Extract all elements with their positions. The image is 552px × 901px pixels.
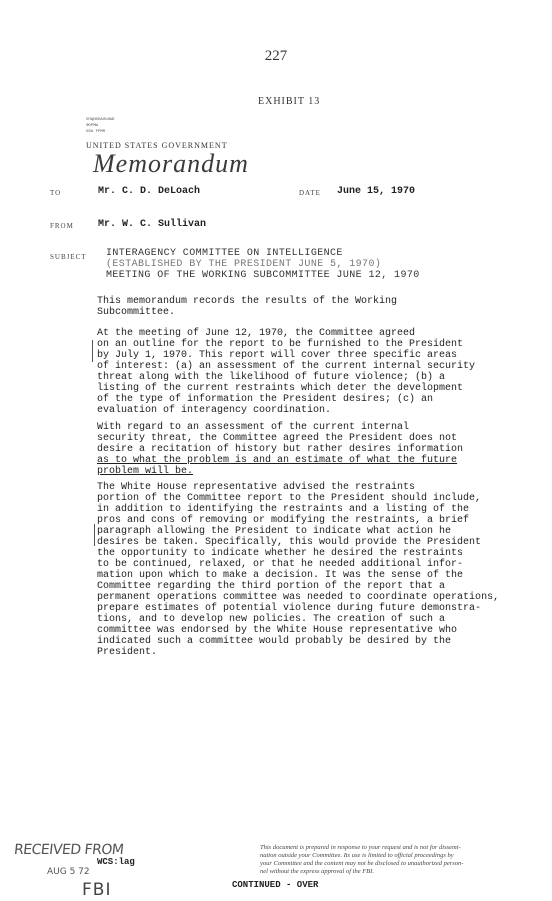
subject-line: INTERAGENCY COMMITTEE ON INTELLIGENCE — [106, 248, 343, 259]
text-line: desire a recitation of history but rather desires information — [97, 444, 464, 455]
text-line: by July 1, 1970. This report will cover three specific areas — [97, 350, 458, 361]
paragraph-2 — [97, 328, 527, 416]
notice-line: nation outside your Committee. Its use is limited to official proceedings by — [260, 852, 454, 859]
text-line: of interest: (a) an assessment of the current internal security — [97, 361, 476, 372]
date-value: June 15, 1970 — [337, 186, 416, 197]
text-line: prepare estimates of potential violence during future demonstra- — [97, 603, 482, 614]
received-stamp: RECEIVED FROM — [13, 842, 125, 858]
page-number: 227 — [264, 48, 288, 64]
form-code-line-3: GSA FPMR — [86, 130, 106, 134]
text-line: on an outline for the report to be furnished to the President — [97, 339, 464, 350]
text-line: mation upon which to make a decision. It was the sense of the — [97, 570, 464, 581]
from-label: FROM — [50, 222, 74, 230]
text-line: permanent operations committee was needed to coordinate operations, — [97, 592, 500, 603]
text-line: tions, and to develop new policies. The creation of such a — [97, 614, 446, 625]
text-line: security threat, the Committee agreed the President does not — [97, 433, 458, 444]
text-line: of the type of information the President desires; (c) an — [97, 394, 434, 405]
margin-mark — [94, 524, 95, 546]
text-line: problem will be. — [97, 466, 194, 477]
text-line: With regard to an assessment of the current internal — [97, 422, 410, 433]
text-line: Subcommittee. — [97, 307, 176, 318]
fbi-stamp: FBI — [82, 880, 112, 900]
text-line: listing of the current restraints which deter the development — [97, 383, 464, 394]
text-line: to be continued, relaxed, or that he needed additional infor- — [97, 559, 464, 570]
text-line: At the meeting of June 12, 1970, the Committee agreed — [97, 328, 416, 339]
text-line: desires be taken. Specifically, this would provide the President — [97, 537, 482, 548]
text-line: The White House representative advised the restraints — [97, 482, 416, 493]
text-line: paragraph allowing the President to indicate what action he — [97, 526, 452, 537]
text-line: committee was endorsed by the White House representative who — [97, 625, 458, 636]
text-line: indicated such a committee would probably be desired by the — [97, 636, 452, 647]
text-line: in addition to identifying the restraints and a listing of the — [97, 504, 470, 515]
date-label: DATE — [299, 189, 321, 197]
text-line: as to what the problem is and an estimate of what the future — [97, 455, 458, 466]
notice-line: This document is prepared in response to your request and is not for dissemi- — [260, 844, 461, 851]
form-code-line-2: ФОРМЫ — [86, 124, 99, 128]
continued-over: CONTINUED - OVER — [232, 880, 319, 890]
subject-label: SUBJECT — [50, 253, 87, 261]
subject-line: (ESTABLISHED BY THE PRESIDENT JUNE 5, 1970) — [106, 259, 382, 270]
notice-line: your Committee and the content may not be disclosed to unauthorized person- — [260, 860, 464, 867]
dissemination-notice — [260, 844, 463, 876]
memorandum-title: Memorandum — [93, 149, 249, 178]
text-line: threat along with the likelihood of future violence; (b) a — [97, 372, 446, 383]
exhibit-label: EXHIBIT 13 — [258, 96, 321, 107]
paragraph-3 — [97, 422, 527, 477]
paragraph-4 — [97, 482, 527, 658]
paragraph-1 — [97, 296, 527, 318]
text-line: portion of the Committee report to the President should include, — [97, 493, 482, 504]
text-line: pros and cons of removing or modifying the restraints, a brief — [97, 515, 470, 526]
text-line: evaluation of interagency coordination. — [97, 405, 332, 416]
text-line: This memorandum records the results of the Working — [97, 296, 398, 307]
to-label: TO — [50, 189, 62, 197]
from-value: Mr. W. C. Sullivan — [98, 219, 207, 230]
received-stamp-date: AUG 5 72 — [47, 867, 90, 877]
notice-line: nel without the express approval of the FBI. — [260, 868, 374, 875]
margin-mark — [92, 340, 93, 362]
text-line: Committee regarding the third portion of the report that a — [97, 581, 446, 592]
subject-line: MEETING OF THE WORKING SUBCOMMITTEE JUNE 12, 1970 — [106, 270, 420, 281]
typist-initials: WCS:lag — [97, 857, 135, 867]
text-line: the opportunity to indicate whether he desired the restraints — [97, 548, 464, 559]
form-code-line-1: ОПЦИОНАЛЬНЫЕ — [86, 118, 115, 122]
government-heading: UNITED STATES GOVERNMENT — [86, 141, 228, 150]
to-value: Mr. C. D. DeLoach — [98, 186, 201, 197]
text-line: President. — [97, 647, 158, 658]
